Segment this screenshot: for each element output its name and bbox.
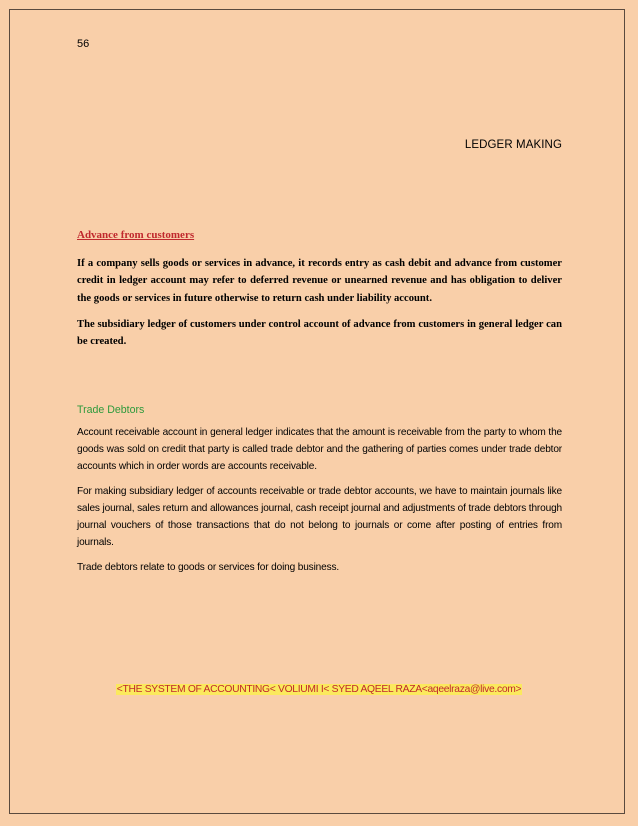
paragraph-advance-2: The subsidiary ledger of customers under control account of advance from customers in general ledger can be created. [77, 318, 562, 348]
paragraph-trade-debtors-2: For making subsidiary ledger of accounts receivable or trade debtor accounts, we have to maintain journals like sales journal, sales return and allowances journal, cash receipt journal and adjustments of trade debtors through journal vouchers of those transactions that do not belong to journals or come after posting of entries from journals. [77, 486, 562, 549]
paragraph-trade-debtors-1: Account receivable account in general ledger indicates that the amount is receivable from the party to whom the goods was sold on credit that party is called trade debtor and the gathering of parties comes under trade debtor accounts which in order words are accounts receivable. [77, 427, 562, 473]
section-heading-advance-from-customers: Advance from customers [77, 229, 195, 241]
section-heading-trade-debtors: Trade Debtors [77, 404, 145, 417]
page-number: 56 [77, 38, 90, 50]
footer-text: <THE SYSTEM OF ACCOUNTING< VOLIUMI I< SYED AQEEL RAZA<aqeelraza@live.com> [116, 684, 522, 695]
footer [0, 684, 638, 695]
paragraph-advance-1: If a company sells goods or services in advance, it records entry as cash debit and advance from customer credit in ledger account may refer to deferred revenue or unearned revenue and has obligation to deliver the goods or services in future otherwise to return cash under liability account. [77, 258, 562, 304]
main-content [77, 229, 562, 584]
paragraph-trade-debtors-3: Trade debtors relate to goods or services for doing business. [77, 562, 340, 574]
page-title: LEDGER MAKING [464, 139, 562, 151]
